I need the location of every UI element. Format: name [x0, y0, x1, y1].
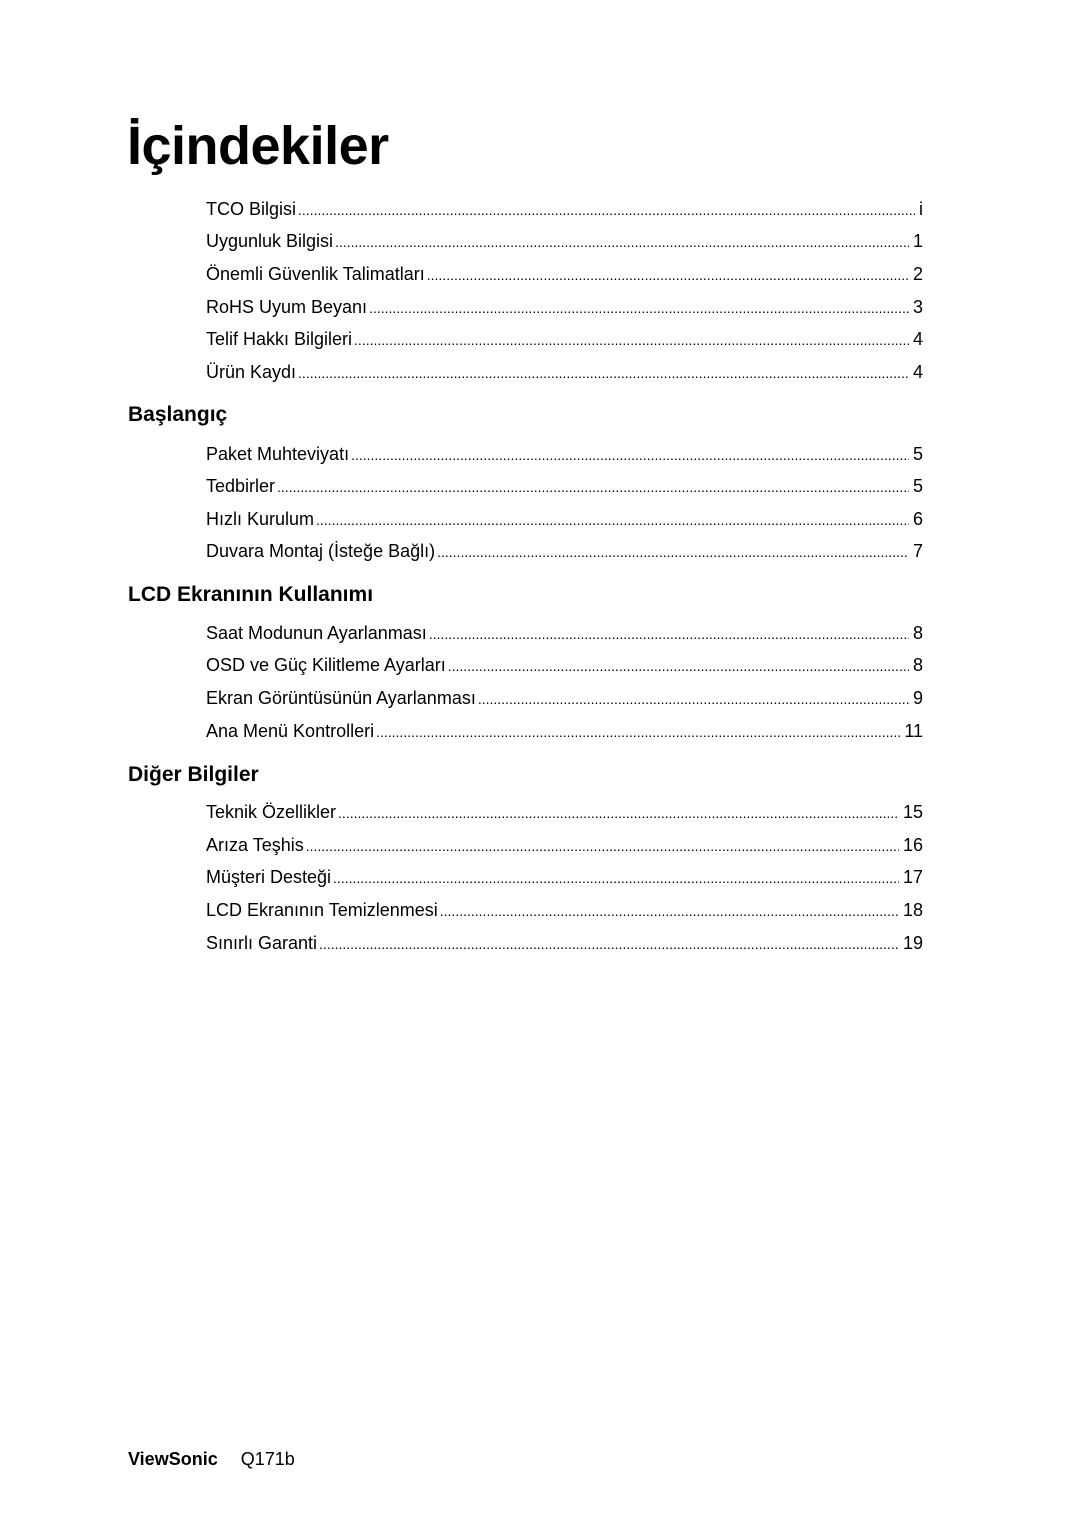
toc-entry-page: i [919, 199, 923, 219]
toc-entry-label: RoHS Uyum Beyanı [206, 297, 368, 317]
toc-dot-leader [298, 360, 909, 386]
toc-entry-label: TCO Bilgisi [206, 199, 297, 219]
toc-entry-page: 8 [912, 655, 923, 675]
toc-entry-label: Ekran Görüntüsünün Ayarlanması [206, 688, 476, 708]
toc-dot-leader [440, 898, 899, 924]
toc-entry-label: Önemli Güvenlik Talimatları [206, 264, 425, 284]
toc-entry-label: Paket Muhteviyatı [206, 444, 350, 464]
toc-entry[interactable] [206, 441, 923, 467]
toc-entry-page: 18 [902, 900, 923, 920]
toc-entry-label: Teknik Özellikler [206, 802, 337, 822]
toc-entry-page: 2 [912, 264, 923, 284]
toc-entry-page: 5 [912, 444, 923, 464]
toc-entry-page: 3 [912, 297, 923, 317]
toc-entry-page: 4 [912, 362, 923, 382]
toc-dot-leader [306, 833, 899, 859]
toc-dot-leader [333, 865, 899, 891]
toc-entry[interactable] [206, 294, 923, 320]
toc-entry[interactable] [206, 261, 923, 287]
toc-dot-leader [338, 800, 899, 826]
toc-entry[interactable] [206, 196, 923, 222]
toc-entry-page: 9 [912, 688, 923, 708]
toc-entry-label: Duvara Montaj (İsteğe Bağlı) [206, 541, 436, 561]
toc-entry[interactable] [206, 473, 923, 499]
toc-entry-page: 5 [912, 476, 923, 496]
toc-entry-label: Saat Modunun Ayarlanması [206, 623, 427, 643]
section-heading: Diğer Bilgiler [128, 763, 259, 786]
toc-entry-page: 11 [904, 721, 923, 741]
toc-dot-leader [319, 931, 899, 957]
toc-entry-label: Ana Menü Kontrolleri [206, 721, 375, 741]
toc-entry-label: Müşteri Desteği [206, 867, 332, 887]
toc-entry[interactable] [206, 685, 923, 711]
toc-entry[interactable] [206, 326, 923, 352]
footer-brand: ViewSonic [128, 1449, 218, 1469]
toc-entry-page: 6 [912, 509, 923, 529]
toc-entry-page: 15 [902, 802, 923, 822]
toc-entry-label: OSD ve Güç Kilitleme Ayarları [206, 655, 446, 675]
toc-entry[interactable] [206, 832, 923, 858]
section-heading: Başlangıç [128, 403, 228, 426]
toc-entry-page: 4 [912, 329, 923, 349]
toc-entry[interactable] [206, 718, 923, 744]
toc-entry-page: 8 [912, 623, 923, 643]
toc-dot-leader [316, 507, 909, 533]
toc-entry-label: Sınırlı Garanti [206, 933, 318, 953]
toc-dot-leader [298, 197, 915, 223]
toc-entry-label: LCD Ekranının Temizlenmesi [206, 900, 438, 920]
toc-entry-page: 7 [912, 541, 923, 561]
toc-dot-leader [354, 327, 909, 353]
toc-dot-leader [277, 474, 909, 500]
toc-entry-label: Arıza Teşhis [206, 835, 304, 855]
toc-entry-label: Uygunluk Bilgisi [206, 231, 334, 251]
toc-dot-leader [427, 262, 909, 288]
toc-dot-leader [437, 539, 909, 565]
toc-entry-page: 19 [902, 933, 923, 953]
toc-entry-page: 16 [902, 835, 923, 855]
toc-entry[interactable] [206, 897, 923, 923]
toc-entry-label: Tedbirler [206, 476, 276, 496]
toc-entry[interactable] [206, 359, 923, 385]
toc-entry[interactable] [206, 799, 923, 825]
toc-entry[interactable] [206, 620, 923, 646]
toc-entry[interactable] [206, 930, 923, 956]
toc-dot-leader [376, 719, 900, 745]
section-heading: LCD Ekranının Kullanımı [128, 583, 374, 606]
toc-entry-label: Telif Hakkı Bilgileri [206, 329, 353, 349]
page-title: İçindekiler [127, 116, 389, 176]
toc-dot-leader [429, 621, 909, 647]
toc-dot-leader [448, 653, 909, 679]
footer-model: Q171b [240, 1449, 295, 1469]
toc-entry[interactable] [206, 538, 923, 564]
toc-dot-leader [478, 686, 909, 712]
toc-dot-leader [351, 442, 909, 468]
toc-entry[interactable] [206, 652, 923, 678]
toc-entry-page: 17 [902, 867, 923, 887]
page-footer [128, 1446, 295, 1472]
toc-entry[interactable] [206, 864, 923, 890]
toc-entry-label: Ürün Kaydı [206, 362, 297, 382]
toc-dot-leader [369, 295, 909, 321]
toc-entry[interactable] [206, 228, 923, 254]
toc-entry[interactable] [206, 506, 923, 532]
toc-dot-leader [335, 229, 909, 255]
toc-entry-page: 1 [912, 231, 923, 251]
toc-entry-label: Hızlı Kurulum [206, 509, 315, 529]
